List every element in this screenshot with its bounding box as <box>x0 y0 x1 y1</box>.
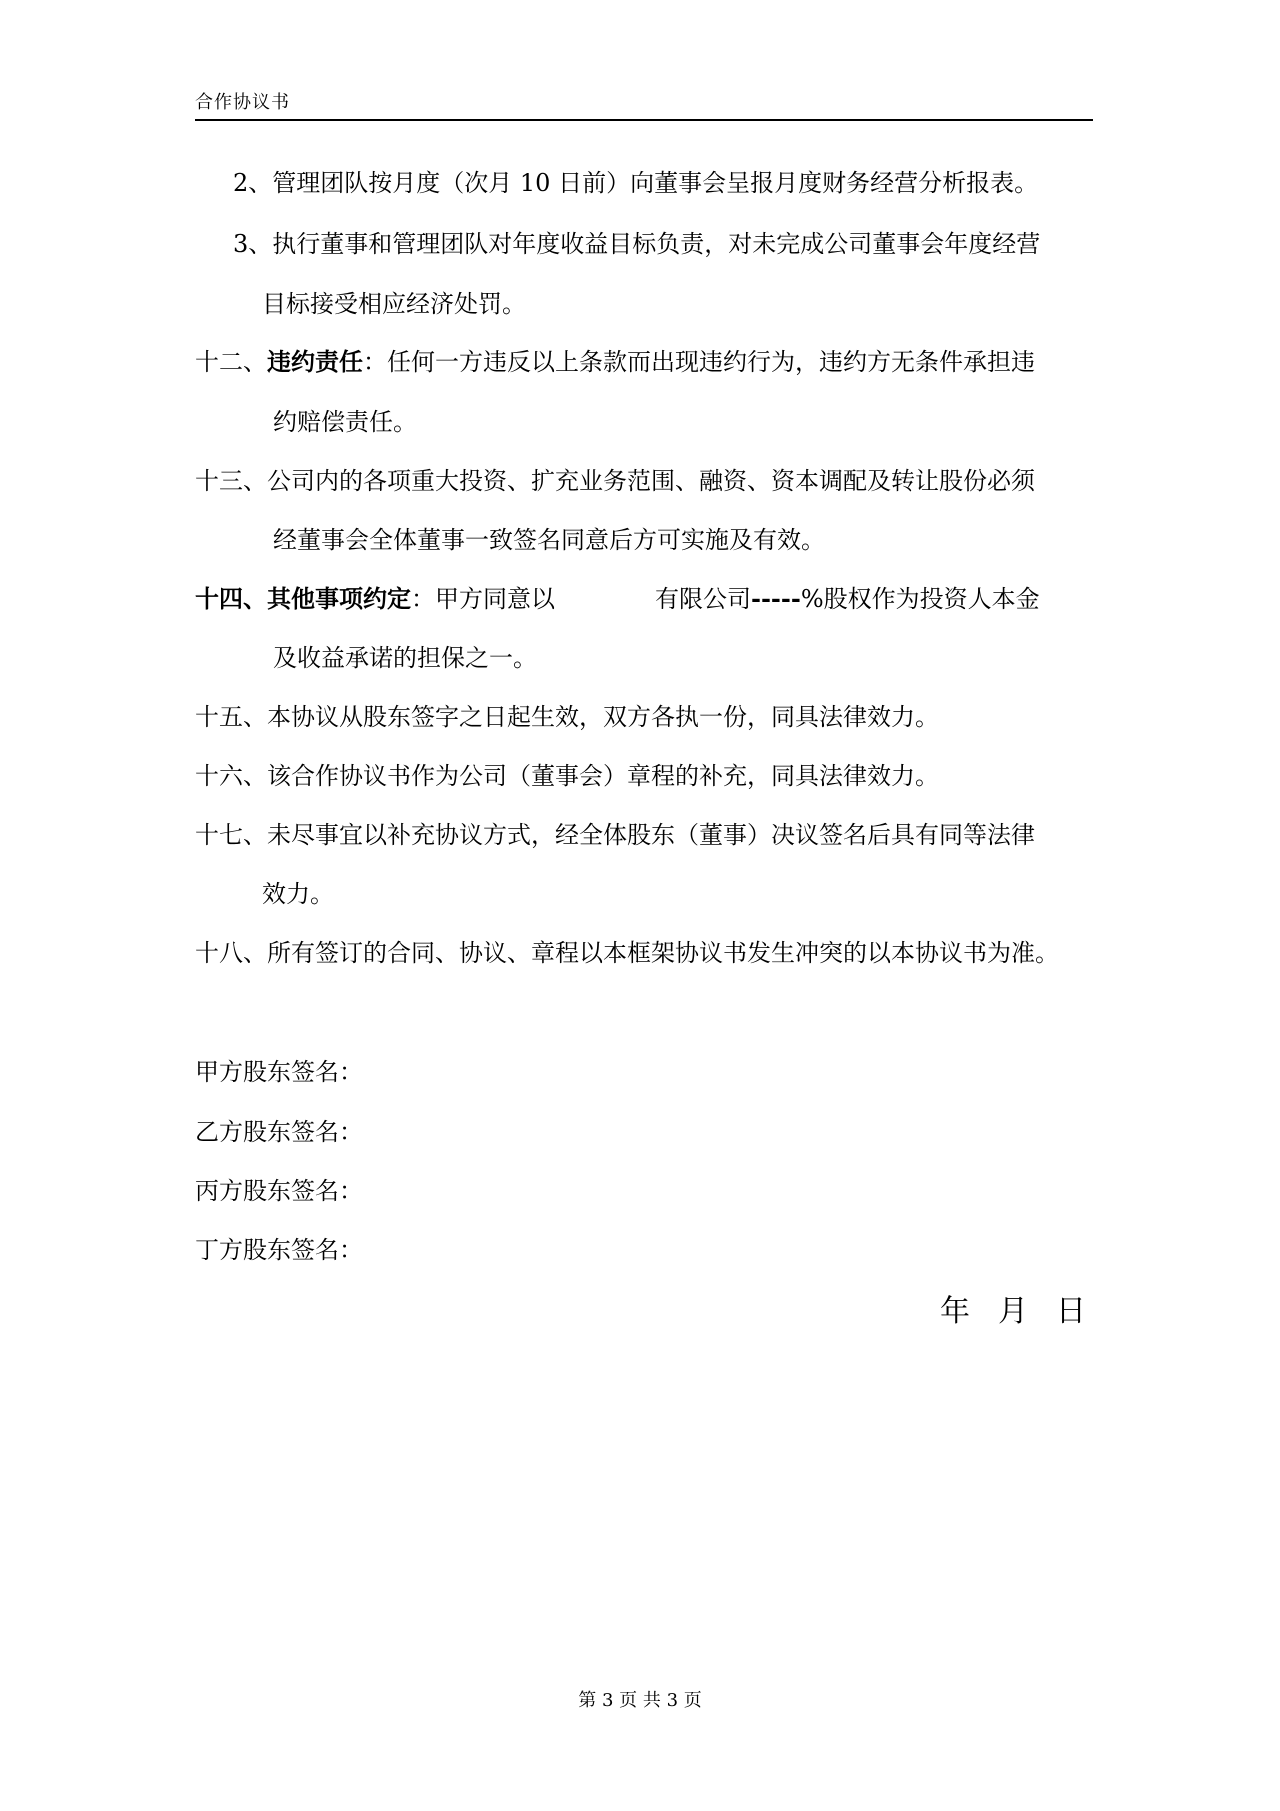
date-month: 月 <box>998 1294 1028 1329</box>
signing-date <box>940 1294 1086 1330</box>
header-rule <box>195 119 1093 121</box>
clause-item-2: 2、管理团队按月度（次月 10 日前）向董事会呈报月度财务经营分析报表。 <box>233 169 1039 197</box>
clause-14-text-c: %股权作为投资人本金 <box>800 585 1040 613</box>
clause-12-text: ：任何一方违反以上条款而出现违约行为，违约方无条件承担违 <box>363 348 1035 376</box>
signature-party-b: 乙方股东签名： <box>195 1118 363 1146</box>
header-title: 合作协议书 <box>195 92 290 113</box>
clause-18: 十八、所有签订的合同、协议、章程以本框架协议书发生冲突的以本协议书为准。 <box>195 939 1059 967</box>
clause-17-line2: 效力。 <box>262 880 334 908</box>
clause-14-dashes: ----- <box>751 584 801 613</box>
date-day: 日 <box>1056 1294 1086 1329</box>
clause-12-heading: 违约责任 <box>267 347 363 376</box>
clause-15: 十五、本协议从股东签字之日起生效，双方各执一份，同具法律效力。 <box>195 703 939 731</box>
clause-12-line2: 约赔偿责任。 <box>273 408 417 436</box>
clause-14-text-b: 有限公司 <box>655 585 751 613</box>
clause-14-line1 <box>195 584 1095 614</box>
clause-13-line1: 十三、公司内的各项重大投资、扩充业务范围、融资、资本调配及转让股份必须 <box>195 467 1035 495</box>
date-year: 年 <box>940 1294 970 1329</box>
signature-party-d: 丁方股东签名： <box>195 1236 363 1264</box>
signature-party-c: 丙方股东签名： <box>195 1177 363 1205</box>
signature-party-a: 甲方股东签名： <box>195 1058 363 1086</box>
clause-12-line1 <box>195 347 1095 377</box>
clause-17-line1: 十七、未尽事宜以补充协议方式，经全体股东（董事）决议签名后具有同等法律 <box>195 821 1035 849</box>
clause-item-3-line1: 3、执行董事和管理团队对年度收益目标负责，对未完成公司董事会年度经营 <box>233 230 1041 258</box>
clause-16: 十六、该合作协议书作为公司（董事会）章程的补充，同具法律效力。 <box>195 762 939 790</box>
clause-item-3-line2: 目标接受相应经济处罚。 <box>262 290 526 318</box>
page-footer: 第 3 页 共 3 页 <box>578 1690 702 1711</box>
clause-14-line2: 及收益承诺的担保之一。 <box>273 644 537 672</box>
clause-14-heading: 十四、其他事项约定 <box>195 584 411 613</box>
clause-12-number: 十二、 <box>195 348 267 376</box>
clause-14-text-a: ：甲方同意以 <box>411 585 555 613</box>
clause-13-line2: 经董事会全体董事一致签名同意后方可实施及有效。 <box>273 526 825 554</box>
